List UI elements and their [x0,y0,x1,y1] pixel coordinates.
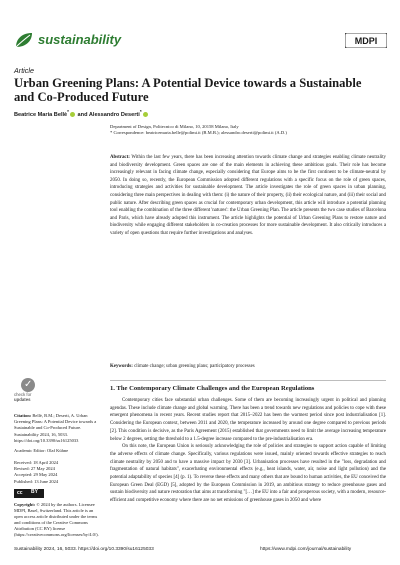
copyright-label: Copyright: [14,502,36,507]
section-divider [110,380,386,381]
check-updates-line: updates [14,396,31,402]
citation-block [14,413,102,444]
keywords-label: Keywords: [110,364,133,369]
body-text [110,397,386,505]
article-type: Article [14,66,34,75]
publisher-name: MDPI [354,36,378,46]
paragraph: Contemporary cities face substantial urban challenges. Some of them are becoming increasingly urgent in political and planning agendas. These include climate change and global warming. There has been a trend towards new regulations and policies to cope with these emergent phenomena in recent years. Recent studies report that 2015–2022 has been the warmest period since post industrialisation [1]. Considering the European context, between 2011 and 2020, the temperature increased by around one degree compared to previous periods [2]. This condition is decisive, as the Paris Agreement (2015) established that governments need to limit the average increasing temperature below 2 degrees, setting the threshold to a 1.5-degree increase compared to the pre-industrialisation era. [110,398,386,442]
copyright-block [14,502,102,537]
cc-by-label: BY [31,489,38,495]
affiliation-block [110,124,380,136]
keywords [110,363,386,371]
paragraph: On this note, the European Union is seriously acknowledging the role of policies and strategies to support action capable of limiting the adverse effects of climate change. Specifically, various regulations were issued, mainly oriented towards effective strategies to reach climate neutrality by 2050 and to have a massive impact by 2030 [3]. Urbanisation processes have resulted in the "loss, degradation and fragmentation of natural habitats", exacerbating environmental effects (e.g., heat islands, water, air, noise and light pollution) and the potential adaptability of species [4] (p. 1). To reverse these effects and many others that are bound to human activities, the EU conceived the European Green Deal (EGD) [5], adopted by the European Commission in 2019, an ambitious strategy to reduce greenhouse gases and sustain biodiversity and nature restoration that aims at transforming "[…] the EU into a fair and prosperous society, with a modern, resource-efficient and competitive economy where there are no net emissions of greenhouse gases in 2050 and where [110,444,386,504]
academic-editor [14,448,102,454]
check-for-updates-badge[interactable] [14,378,44,402]
author-name: Alessandro Deserti [88,111,140,118]
orcid-icon[interactable] [143,112,148,117]
received-date: Received: 18 April 2024 [14,460,59,465]
author-marks: * [67,109,69,114]
abstract-label: Abstract: [110,155,130,160]
cc-icon: cc [17,490,23,496]
department-affiliation: Department of Design, Politecnico di Milano, 10, 20158 Milano, Italy [110,124,239,129]
copyright-text: © 2024 by the authors. Licensee MDPI, Basel, Switzerland. This article is an open access article distributed under the terms and conditions of the Creative Commons Attribution (CC BY) license (https://creativecommons.org/licenses/by/4.0/). [14,502,99,537]
author-separator: and [75,111,89,118]
editor-name: Olaf Kühne [47,448,69,453]
abstract [110,154,386,238]
correspondence-line: * Correspondence: beatricemaria.belle@polimi.it (B.M.B.); alessandro.deserti@polimi.it (A.D.) [110,130,287,136]
editor-label: Academic Editor: [14,448,46,453]
footer-citation: Sustainability 2024, 16, 5033. https://doi.org/10.3390/su16125033 [14,547,154,552]
citation-label: Citation: [14,413,32,418]
check-updates-line: check for [14,392,32,397]
orcid-icon[interactable] [70,112,75,117]
author-list [14,109,149,118]
footer-journal-link[interactable]: https://www.mdpi.com/journal/sustainability [260,547,352,552]
published-date: Published: 13 June 2024 [14,478,59,484]
check-updates-text [14,393,44,402]
cc-license-badge[interactable] [14,489,44,498]
abstract-text: Within the last few years, there has been increasing attention towards climate change and strategies enabling climate neutrality and biodiversity development. Green spaces are one of the main elements in achieving these ambitious goals. Their role has become increasingly relevant in facing climate change, especially considering that Europe aims to be the first continent to be climate-neutral by 2050. In doing so, recently, the European Commission adopted different regulations with a specific focus on the role of green spaces, introducing strategies and activities for sustainable development. The article investigates the role of green spaces in urban planning, considering three main perspectives in dealing with them: (i) the nature of their property, (ii) their ecological nature, and (iii) their social and public nature. After describing green spaces as crucial for contemporary urban development, this article will introduce a potential planning tool enabling the combination of the three different 'natures': the Urban Greening Plan. The article presents the two case studies of Barcelona and Paris, which have already adopted this instrument. The article highlights the potential of Urban Greening Plans to restore nature and biodiversity while engaging different stakeholders in co-creation processes for more sustainable development. It also critically introduces a variety of open questions that require further investigations and analyses. [110,155,386,236]
mdpi-logo-icon [345,33,387,48]
citation-text: Bellè, B.M.; Deserti, A. Urban Greening Plans: A Potential Device towards a Sustainable and Co-Produced Future. Sustainability 2024, 16, 5033. https://doi.org/10.3390/su16125033 [14,413,97,443]
accepted-date: Accepted: 29 May 2024 [14,472,58,478]
journal-leaf-logo-icon [14,31,34,49]
author-marks: * [139,109,142,114]
revised-date: Revised: 27 May 2024 [14,466,55,472]
article-title: Urban Greening Plans: A Potential Device towards a Sustainable and Co-Produced Future [14,76,362,104]
author-name: Beatrice Maria Bellè [14,111,68,118]
publication-dates [14,460,102,485]
journal-name: sustainability [38,32,122,47]
keywords-text: climate change; urban greening plans; participatory processes [134,364,255,369]
check-icon: ✓ [21,378,35,392]
section-heading: 1. The Contemporary Climate Challenges and the European Regulations [110,385,315,392]
